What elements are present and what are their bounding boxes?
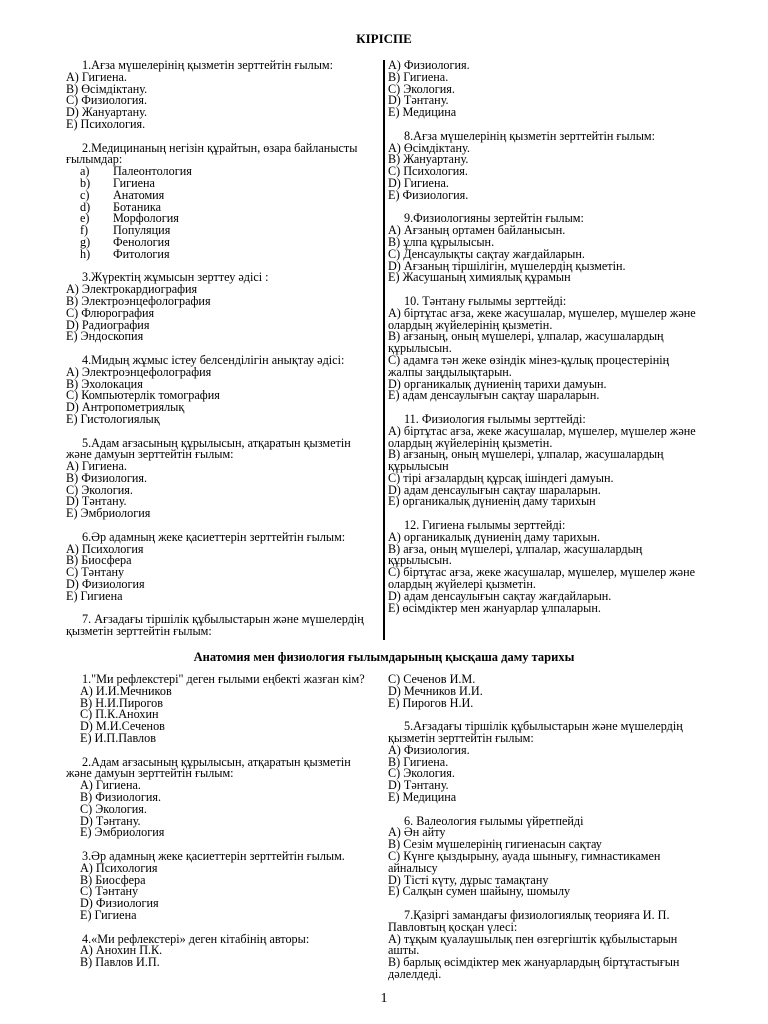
answer-option: D) Жануартану. — [66, 105, 148, 120]
question-text: 11. Физиология ғылымы зерттейді: — [404, 411, 586, 426]
answer-option: С) Сеченов И.М. — [388, 672, 476, 686]
answer-option — [66, 246, 378, 261]
question-block — [388, 907, 700, 981]
answer-option: С) Экология. — [388, 766, 455, 781]
question-text: 2.Медицинаның негізін құрайтын, өзара байланысты ғылымдар: — [66, 140, 358, 167]
question-text: 10. Тәнтану ғылымы зерттейді: — [404, 293, 567, 308]
answer-option: А) Психология — [66, 541, 144, 556]
section-title: КІРІСПЕ — [356, 31, 412, 46]
question-block — [388, 520, 700, 614]
answer-option: В) Эхолокация — [66, 376, 143, 391]
question-text: 3.Әр адамның жеке қасиеттерін зерттейтін ғылым. — [82, 848, 345, 863]
answer-option: D) Физиология — [66, 577, 145, 592]
question-block — [66, 140, 378, 261]
answer-option: С) Экология. — [66, 482, 133, 497]
option-text: Популяция — [113, 223, 171, 238]
answer-option: С) Денсаулықты сақтау жағдайларын. — [388, 246, 585, 261]
question-block — [66, 931, 378, 970]
answer-option: В) Жануартану. — [388, 152, 469, 167]
answer-option: А) тұқым қуалаушылық пен өзгергіштік құбылыстарын ашты. — [388, 931, 678, 958]
question-text: 2.Адам ағзасының құрылысын, атқаратын қызметін және дамуын зерттейтін ғылым: — [66, 754, 351, 781]
option-text: Анатомия — [113, 187, 165, 202]
page-number: 1 — [380, 991, 388, 1006]
answer-option: D) Радиография — [66, 317, 150, 332]
option-letter: f) — [80, 223, 89, 238]
answer-option: Е) Гигиена — [66, 588, 123, 603]
answer-option: А) Электроэнцефолография — [66, 364, 212, 379]
option-text: Фитология — [113, 246, 170, 261]
answer-option: Е) өсімдіктер мен жануарлар ұлпаларын. — [388, 600, 601, 615]
question-block — [388, 128, 700, 202]
answer-option: D) Тәнтану. — [80, 813, 141, 828]
question-text: 1."Ми рефлекстері" деген ғылыми еңбекті жазған кім? — [82, 672, 365, 686]
question-text: 7. Ағзадағы тіршілік құбылыстарын және мүшелердің қызметін зерттейтін ғылым: — [66, 612, 364, 639]
question-block — [388, 411, 700, 509]
option-letter: c) — [80, 187, 90, 202]
option-letter: d) — [80, 199, 91, 214]
answer-option: D) Тәнтану. — [66, 494, 127, 509]
answer-option: D) адам денсаулығын сақтау жағдайларын. — [388, 588, 612, 603]
answer-option: Е) Физиология. — [388, 187, 469, 202]
option-letter: a) — [80, 164, 90, 179]
answer-option: D) Физиология — [80, 896, 159, 911]
answer-option: Е) Салқын сумен шайыну, шомылу — [388, 884, 571, 899]
answer-option: Е) Гистологиялық — [66, 411, 160, 426]
answer-option: С) Экология. — [80, 801, 147, 816]
answer-option: С) Психология. — [388, 164, 468, 179]
answer-option: А) Гигиена. — [66, 69, 127, 84]
question-block — [66, 435, 378, 521]
answer-option: С) Компьютерлік томография — [66, 388, 220, 403]
question-text: 5.Ағзадағы тіршілік құбылыстарын және мүшелердің қызметін зерттейтін ғылым: — [388, 719, 683, 745]
answer-option: С) Тәнтану — [80, 884, 139, 899]
question-block — [388, 60, 700, 119]
answer-option: В) ағзаның, оның мүшелері, ұлпалар, жасушалардың құрылысын. — [388, 329, 664, 356]
answer-option: А) Физиология. — [388, 58, 470, 72]
answer-option: В) Физиология. — [80, 789, 162, 804]
question-text: 5.Адам ағзасының құрылысын, атқаратын қызметін және дамуын зерттейтін ғылым: — [66, 435, 351, 462]
answer-option: С) Күнге қыздырыну, ауада шынығу, гимнастикамен айналысу — [388, 848, 661, 875]
answer-option: D) Тісті күту, дұрыс тамақтану — [388, 872, 549, 887]
option-letter: h) — [80, 246, 91, 261]
answer-option: Е) Жасушаның химиялық құрамын — [388, 270, 571, 285]
answer-option: В) Өсімдіктану. — [66, 81, 148, 96]
option-text: Ботаника — [113, 199, 162, 214]
answer-option: С) П.К.Анохин — [80, 707, 159, 722]
answer-option: А) Физиология. — [388, 742, 470, 757]
answer-option: D) Ағзаның тіршілігін, мүшелердің қызметін. — [388, 258, 626, 273]
answer-option: В) ағзаның, оның мүшелері, ұлпалар, жасушалардың құрылысын — [388, 447, 664, 474]
question-block — [66, 614, 378, 638]
question-text: 3.Жүректің жұмысын зерттеу әдісі : — [82, 270, 269, 285]
question-block — [388, 813, 700, 899]
option-letter: e) — [80, 211, 90, 226]
answer-option: В) Павлов И.П. — [80, 955, 160, 970]
option-text: Морфология — [113, 211, 179, 226]
option-letter: b) — [80, 175, 91, 190]
answer-option: D) Тәнтану. — [388, 93, 449, 108]
option-text: Гигиена — [113, 175, 155, 190]
answer-option: С) Экология. — [388, 81, 455, 96]
question-block — [388, 674, 700, 709]
answer-option: Е) Эмбриология — [66, 506, 151, 521]
answer-option: А) Психология — [80, 860, 158, 875]
question-block — [66, 60, 378, 131]
answer-option: Е) Гигиена — [80, 907, 137, 922]
section2-right-column — [388, 674, 700, 993]
answer-option: В) Сезім мүшелерінің гигиенасын сақтау — [388, 837, 602, 852]
answer-option: В) ұлпа құрылысын. — [388, 234, 495, 249]
question-block — [66, 674, 378, 745]
question-block — [388, 213, 700, 284]
answer-option: А) Ағзаның ортамен байланысын. — [388, 223, 566, 238]
answer-option: В) Н.И.Пирогов — [80, 695, 163, 710]
question-text: 8.Ағза мүшелерінің қызметін зерттейтін ғылым: — [404, 128, 655, 143]
answer-option: Е) Эндоскопия — [66, 329, 144, 344]
answer-option: D) Мечников И.И. — [388, 683, 483, 698]
answer-option: В) Биосфера — [66, 553, 132, 568]
answer-option: Е) Психология. — [66, 116, 146, 131]
question-block — [66, 754, 378, 840]
answer-option: С) тірі ағзалардың құрсақ ішіндегі дамуын. — [388, 470, 614, 485]
answer-option: А) И.И.Мечников — [80, 683, 172, 698]
answer-option: А) біртұтас ағза, жеке жасушалар, мүшелер, мүшелер және олардың жүйелерінің қызметін. — [388, 305, 696, 332]
answer-option: Е) Пирогов Н.И. — [388, 695, 474, 710]
answer-option: А) Гигиена. — [80, 778, 141, 793]
question-block — [66, 272, 378, 343]
option-text: Палеонтология — [113, 164, 192, 179]
question-text: 4.«Ми рефлекстері» деген кітабінің авторы: — [82, 931, 310, 946]
section1-right-column — [388, 60, 700, 626]
option-text: Фенология — [113, 234, 170, 249]
answer-option: Е) органикалық дүниенің даму тарихын — [388, 494, 596, 509]
answer-option: D) адам денсаулығын сақтау шараларын. — [388, 482, 601, 497]
question-block — [66, 529, 378, 603]
question-block — [388, 293, 700, 403]
question-text: 4.Мидың жұмыс істеу белсенділігін анықтау әдісі: — [82, 352, 345, 367]
column-divider — [383, 60, 385, 640]
answer-option: С) Флюрография — [66, 305, 155, 320]
answer-option: D) Тәнтану. — [388, 778, 449, 793]
answer-option: D) органикалық дүниенің тарихи дамуын. — [388, 376, 607, 391]
question-block — [388, 721, 700, 804]
answer-option: Е) адам денсаулығын сақтау шараларын. — [388, 388, 600, 403]
answer-option: Е) Медицина — [388, 789, 457, 804]
subsection-title: Анатомия мен физиология ғылымдарының қысқаша даму тарихы — [193, 650, 575, 664]
answer-option: А) Гигиена. — [66, 459, 127, 474]
answer-option: D) Антропометриялық — [66, 400, 185, 415]
question-block — [66, 848, 378, 922]
answer-option: С) Физиология. — [66, 93, 148, 108]
question-text: 9.Физиологияны зертейтін ғылым: — [404, 211, 584, 226]
answer-option: В) Физиология. — [66, 470, 148, 485]
answer-option: А) органикалық дүниенің даму тарихын. — [388, 529, 601, 544]
answer-option: А) Анохин П.К. — [80, 943, 163, 958]
answer-option: Е) Медицина — [388, 105, 457, 120]
question-text: 6. Валеология ғылымы үйретпейді — [404, 813, 584, 828]
answer-option: В) Электроэнцефолография — [66, 293, 211, 308]
section1-left-column — [66, 60, 378, 650]
answer-option: Е) Эмбриология — [80, 825, 165, 840]
option-letter: g) — [80, 234, 91, 249]
answer-option: С) біртұтас ағза, жеке жасушалар, мүшелер, мүшелер және олардың жүйелері қызметін. — [388, 565, 696, 592]
answer-option: В) Гигиена. — [388, 69, 449, 84]
question-text: 6.Әр адамның жеке қасиеттерін зерттейтін ғылым: — [82, 529, 346, 544]
answer-option: В) Гигиена. — [388, 754, 449, 769]
answer-option: А) Электрокардиография — [66, 282, 198, 297]
answer-option: В) Биосфера — [80, 872, 146, 887]
answer-option: В) ағза, оның мүшелері, ұлпалар, жасушалардың құрылысын. — [388, 541, 643, 568]
question-text: 1.Ағза мүшелерінің қызметін зерттейтін ғылым: — [82, 58, 333, 72]
answer-option: С) адамға тән жеке өзіндік мінез-құлық процестерінің жалпы заңдылықтарын. — [388, 352, 670, 379]
question-block — [66, 352, 378, 426]
answer-option: А) біртұтас ағза, жеке жасушалар, мүшелер, мүшелер және олардың жүйелерінің қызметін. — [388, 423, 696, 450]
answer-option: В) барлық өсімдіктер мек жануарлардың біртұтастығын дәлелдеді. — [388, 955, 680, 981]
question-text: 12. Гигиена ғылымы зерттейді: — [404, 518, 566, 533]
answer-option: Е) И.П.Павлов — [80, 730, 156, 745]
question-text: 7.Қазіргі замандағы физиологиялық теорияға И. П. Павловтың қосқан үлесі: — [388, 907, 670, 934]
answer-option: А) Ән айту — [388, 825, 446, 840]
answer-option: D) М.И.Сеченов — [80, 719, 165, 734]
answer-option: D) Гигиена. — [388, 175, 449, 190]
answer-option: А) Өсімдіктану. — [388, 140, 470, 155]
answer-option: С) Тәнтану — [66, 565, 125, 580]
section2-left-column — [66, 674, 378, 981]
